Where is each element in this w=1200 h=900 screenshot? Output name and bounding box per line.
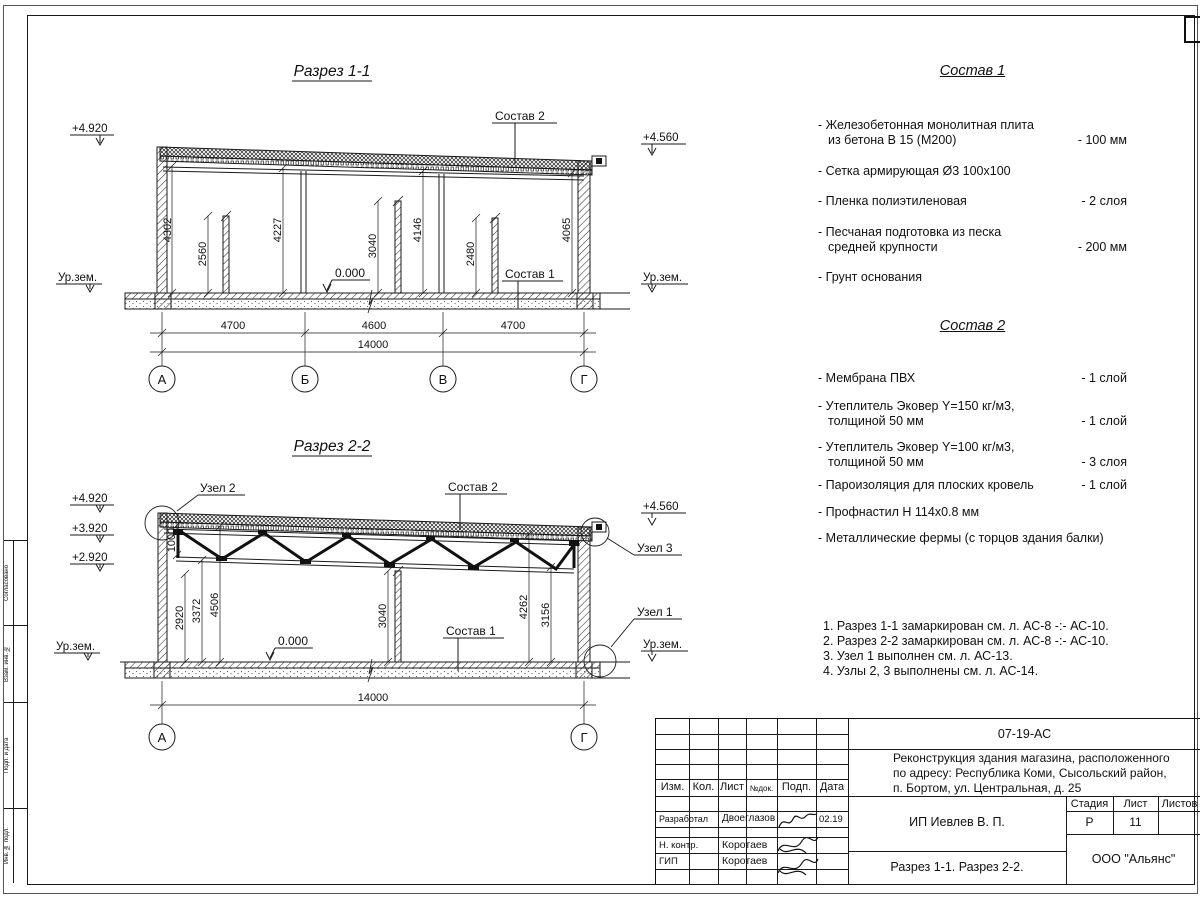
sheet-label: Лист: [1123, 798, 1148, 810]
sostav2-item: - Утеплитель Эковер Y=100 кг/м3,: [818, 440, 1015, 454]
role-gip: ГИП: [659, 856, 678, 867]
axis-g: Г: [580, 372, 588, 387]
ground-right-label: Ур.зем.: [643, 272, 683, 284]
col-ndoc: №док.: [749, 784, 774, 793]
wall-right: [578, 161, 590, 293]
client: ИП Иевлев В. П.: [909, 815, 1005, 829]
dim-14000: 14000: [357, 692, 389, 704]
elev-3920: +3.920: [72, 523, 108, 535]
signature-developer: [776, 807, 818, 833]
partition-2: [395, 201, 401, 293]
partition-1: [223, 216, 229, 293]
axis-a: А: [157, 372, 167, 387]
elev-4560: +4.560: [643, 132, 679, 144]
node3-label: Узел 3: [637, 541, 673, 555]
sostav1-ref: Состав 1: [446, 624, 496, 638]
role-developer: Разработал: [659, 814, 708, 824]
dim-4227: 4227: [272, 217, 284, 243]
sostav2-title: Состав 2: [939, 318, 1006, 334]
dim-2560: 2560: [197, 241, 209, 267]
col-podp: Подп.: [781, 781, 812, 793]
sostav2-ref: Состав 2: [448, 480, 498, 494]
note-1: 1. Разрез 1-1 замаркирован см. л. АС-8 -:- АС-10.: [823, 619, 1109, 633]
sostav2-item: толщиной 50 мм: [828, 414, 924, 428]
elev-4560: +4.560: [643, 501, 679, 513]
sostav1-ref: Состав 1: [505, 267, 555, 281]
sostav1-item: - Сетка армирующая Ø3 100х100: [818, 164, 1011, 178]
note-2: 2. Разрез 2-2 замаркирован см. л. АС-8 -:- АС-10.: [823, 634, 1109, 648]
note-3: 3. Узел 1 выполнен см. л. АС-13.: [823, 649, 1013, 663]
margin-label: Инв. № подл.: [4, 827, 10, 864]
elev-2920: +2.920: [72, 552, 108, 564]
project-line-2: по адресу: Республика Коми, Сысольский район,: [893, 766, 1167, 780]
axis-b: Б: [300, 372, 310, 387]
name-gip: Коротаев: [722, 855, 768, 867]
col-data: Дата: [819, 781, 845, 793]
sostav2-item: - Мембрана ПВХ: [818, 371, 916, 385]
sostav1-value: - 200 мм: [1077, 240, 1127, 254]
doc-number: 07-19-АС: [997, 727, 1052, 741]
sostav1-item: - Пленка полиэтиленовая: [818, 194, 967, 208]
name-developer: Двоеглазов: [722, 813, 776, 824]
dim-3156: 3156: [540, 602, 552, 628]
dim-4262: 4262: [518, 594, 530, 620]
sheets-label: Листов: [1161, 798, 1198, 810]
signature-ncontrol-gip: [774, 833, 822, 881]
section1-title: Разрез 1-1: [293, 63, 371, 80]
dim-4506: 4506: [209, 592, 221, 618]
sostav1-item: - Грунт основания: [818, 270, 923, 284]
corner-stamp-box: [1184, 16, 1200, 43]
col-kol: Кол.: [692, 781, 715, 793]
dim-14000: 14000: [357, 339, 389, 351]
sostav1-title: Состав 1: [939, 63, 1006, 79]
section-1-1-drawing: [30, 40, 700, 400]
sostav2-value: - 1 слой: [1081, 371, 1127, 385]
project-line-3: п. Бортом, ул. Центральная, д. 25: [893, 781, 1082, 795]
stage-label: Стадия: [1070, 798, 1109, 810]
project-line-1: Реконструкция здания магазина, расположенного: [893, 751, 1170, 765]
sostav2-item: - Профнастил Н 114х0.8 мм: [818, 505, 980, 519]
sostav2-item: - Металлические фермы (с торцов здания балки): [818, 531, 1104, 545]
margin-label: Взам. инв. №: [4, 645, 10, 682]
partition-3: [492, 218, 498, 293]
name-ncontrol: Коротаев: [722, 839, 768, 851]
axis-g: Г: [580, 730, 588, 745]
sostav2-item: - Пароизоляция для плоских кровель: [818, 478, 1034, 492]
sostav2-item: - Утеплитель Эковер Y=150 кг/м3,: [818, 399, 1015, 413]
sostav1-value: - 2 слоя: [1081, 194, 1127, 208]
dim-4065: 4065: [561, 217, 573, 243]
section-2-2-drawing: [30, 435, 700, 770]
note-4: 4. Узлы 2, 3 выполнены см. л. АС-14.: [823, 664, 1039, 678]
zero-mark: 0.000: [335, 266, 366, 280]
dim-3040: 3040: [367, 233, 379, 259]
role-ncontrol: Н. контр.: [659, 840, 699, 851]
node1-label: Узел 1: [637, 605, 673, 619]
sostav2-ref: Состав 2: [495, 109, 545, 123]
section2-title: Разрез 2-2: [293, 438, 371, 455]
title-block: [655, 718, 1200, 884]
col-izm: Изм.: [660, 781, 685, 793]
dim-3372: 3372: [191, 598, 203, 624]
node2-label: Узел 2: [200, 481, 236, 495]
ground-left-label: Ур.зем.: [58, 272, 98, 284]
sostav2-value: - 1 слой: [1081, 478, 1127, 492]
zero-mark: 0.000: [278, 634, 309, 648]
dim-3040: 3040: [377, 603, 389, 629]
sostav1-value: - 100 мм: [1077, 133, 1127, 147]
sostav2-item: толщиной 50 мм: [828, 455, 924, 469]
sostav1-item: из бетона В 15 (М200): [828, 133, 957, 147]
margin-label: Согласовано: [4, 564, 10, 601]
company: ООО "Альянс": [1091, 852, 1176, 866]
dim-4302: 4302: [162, 217, 174, 243]
dim-4146: 4146: [412, 217, 424, 243]
sostav2-value: - 1 слой: [1081, 414, 1127, 428]
dim-2480: 2480: [465, 241, 477, 267]
axis-a: А: [157, 730, 167, 745]
col-list: Лист: [720, 781, 744, 793]
dim-4700-2: 4700: [500, 320, 526, 332]
ground-right-label: Ур.зем.: [643, 639, 683, 651]
ground-left-label: Ур.зем.: [56, 641, 96, 653]
wall-right: [578, 527, 590, 662]
elev-4920: +4.920: [72, 123, 108, 135]
partition-middle: [395, 571, 401, 662]
margin-label: Подп. и дата: [4, 737, 10, 773]
sheet-value: 11: [1129, 815, 1142, 829]
sostav1-item: - Железобетонная монолитная плита: [818, 118, 1034, 132]
sostav2-value: - 3 слоя: [1081, 455, 1127, 469]
sheet-title: Разрез 1-1. Разрез 2-2.: [890, 860, 1024, 874]
date-developer: 02.19: [819, 814, 843, 825]
dim-1000: 1000: [166, 527, 178, 553]
sostav1-item: - Песчаная подготовка из песка: [818, 225, 1002, 239]
sostav1-item: средней крупности: [828, 240, 938, 254]
dim-2920: 2920: [174, 605, 186, 631]
dim-4700-1: 4700: [220, 320, 246, 332]
elev-4920: +4.920: [72, 493, 108, 505]
stage-value: Р: [1085, 815, 1094, 829]
dim-4600: 4600: [361, 320, 387, 332]
axis-v: В: [438, 372, 448, 387]
